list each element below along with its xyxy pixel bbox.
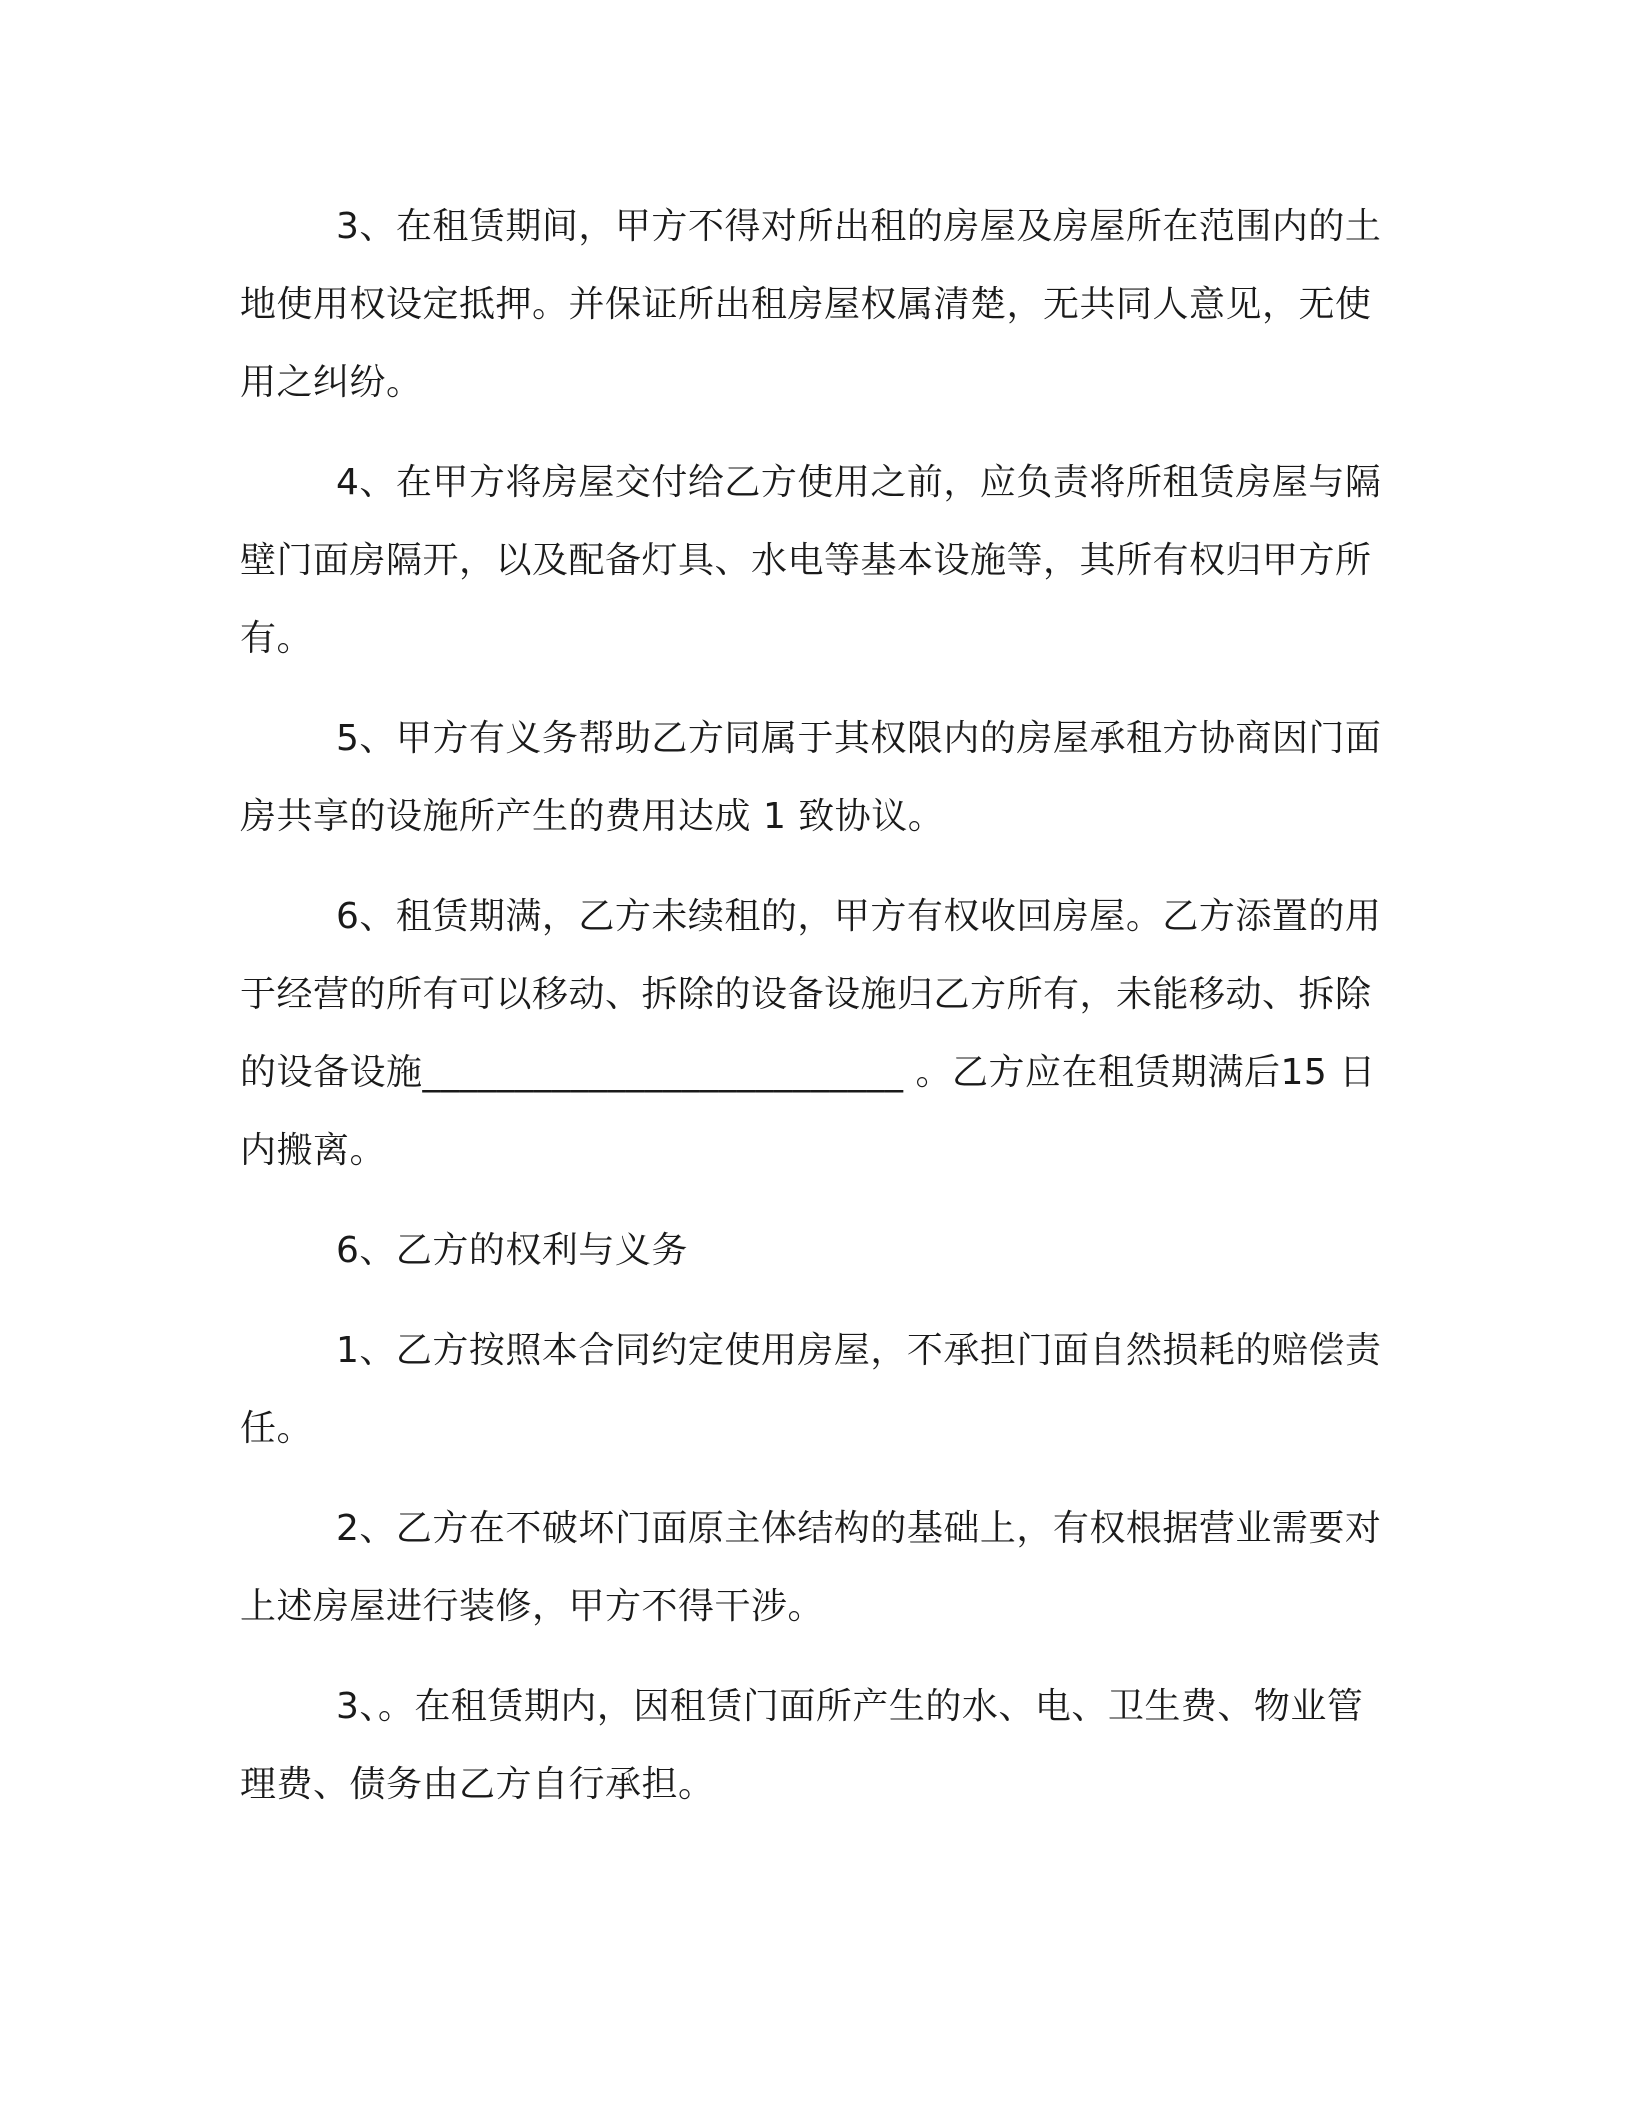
section-heading-lessee-rights: 6、乙方的权利与义务	[336, 1230, 688, 1271]
paragraph-clause-3-mortgage: 3、在租赁期间，甲方不得对所出租的房屋及房屋所在范围内的土地使用权设定抵押。并保证所出租房屋权属清楚，无共同人意见，无使用之纠纷。	[240, 206, 1382, 403]
paragraph-clause-4-facilities: 4、在甲方将房屋交付给乙方使用之前，应负责将所租赁房屋与隔壁门面房隔开，以及配备灯具、水电等基本设施等，其所有权归甲方所有。	[240, 462, 1382, 659]
paragraph-clause-5-shared-costs: 5、甲方有义务帮助乙方同属于其权限内的房屋承租方协商因门面房共享的设施所产生的费用达成 1 致协议。	[240, 718, 1382, 837]
document-body	[240, 188, 1385, 1824]
paragraph-clause-6-lease-expiry: 6、租赁期满，乙方未续租的，甲方有权收回房屋。乙方添置的用于经营的所有可以移动、拆除的设备设施归乙方所有，未能移动、拆除的设备设施__________________________ 。乙方应在租赁期满后15 日内搬离。	[240, 896, 1382, 1171]
paragraph-lessee-clause-2: 2、乙方在不破坏门面原主体结构的基础上，有权根据营业需要对上述房屋进行装修，甲方不得干涉。	[240, 1508, 1382, 1627]
paragraph-lessee-clause-3: 3、。在租赁期内，因租赁门面所产生的水、电、卫生费、物业管理费、债务由乙方自行承担。	[240, 1686, 1364, 1805]
paragraph-lessee-clause-1: 1、乙方按照本合同约定使用房屋，不承担门面自然损耗的赔偿责任。	[240, 1330, 1382, 1449]
